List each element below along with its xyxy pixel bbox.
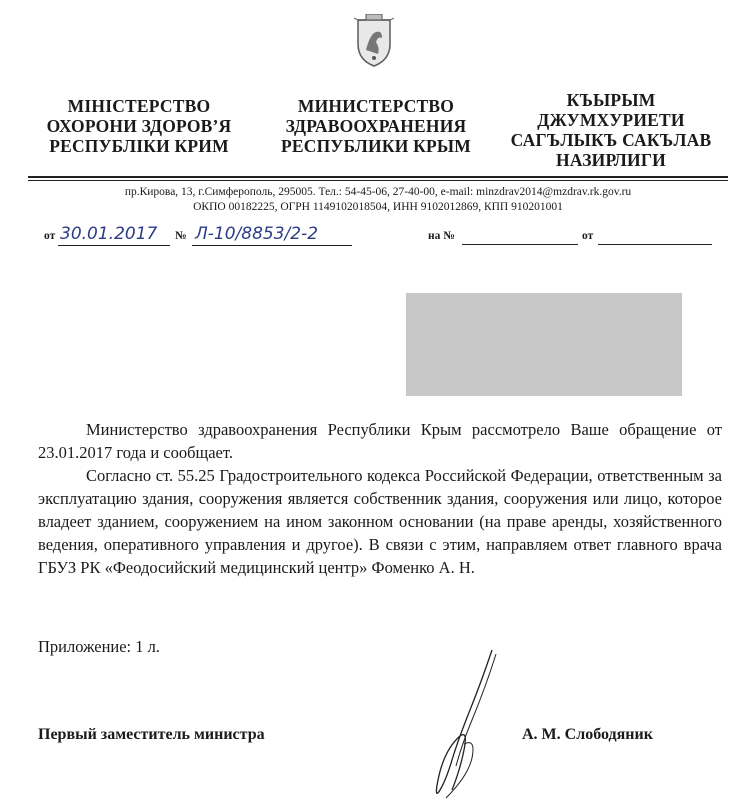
header-line: ОХОРОНИ ЗДОРОВ’Я: [46, 116, 232, 136]
date-underline: [58, 245, 170, 246]
header-line: РЕСПУБЛИКИ КРЫМ: [281, 136, 471, 156]
reply-from-label: от: [582, 230, 594, 242]
contact-address: пр.Кирова, 13, г.Симферополь, 295005. Тел.: 54-45-06, 27-40-00, e-mail: minzdrav2014@mzdrav.rk.gov.ru: [124, 186, 632, 198]
body-paragraph: Согласно ст. 55.25 Градостроительного кодекса Российской Федерации, ответственным за эксплуатацию здания, сооружения является собственник здания, сооружения или лицо, которое владеет зданием, сооружением на ином законном основании (на праве аренды, хозяйственного ведения, оперативного управления и другое). В связи с этим, направляем ответ главного врача ГБУЗ РК «Феодосийский медицинский центр» Фоменко А. Н.: [38, 466, 722, 577]
from-label: от: [44, 230, 56, 242]
outgoing-date: 30.01.2017: [60, 224, 158, 244]
reply-number-blank: [462, 244, 578, 245]
header-line: РЕСПУБЛІКИ КРИМ: [49, 136, 229, 156]
signature-icon: [412, 640, 522, 804]
contact-codes: ОКПО 00182225, ОГРН 1149102018504, ИНН 9102012869, КПП 910201001: [193, 201, 563, 213]
header-divider-thick: [28, 176, 728, 178]
signer-name: А. М. Слободяник: [522, 726, 653, 743]
ministry-name-crimean-tatar: [496, 90, 726, 170]
header-line: МІНІСТЕРСТВО: [67, 96, 211, 116]
attachment-note: Приложение: 1 л.: [38, 637, 161, 656]
reply-number-label: на №: [428, 230, 455, 242]
header-line: САГЪЛЫКЪ САКЪЛАВ: [510, 130, 712, 150]
ministry-name-ukrainian: [28, 96, 250, 156]
header-line: КЪЫРЫМ: [566, 90, 656, 110]
header-line: ДЖУМХУРИЕТИ: [537, 110, 685, 130]
redacted-addressee: [406, 293, 682, 396]
header-line: ЗДРАВООХРАНЕНИЯ: [285, 116, 467, 136]
outgoing-number: Л-10/8853/2-2: [195, 224, 319, 244]
header-divider-thin: [28, 180, 728, 181]
contact-block: [28, 185, 728, 215]
header-line: МИНИСТЕРСТВО: [297, 96, 455, 116]
coat-of-arms-icon: [352, 14, 396, 68]
ministry-name-russian: [266, 96, 486, 156]
reply-date-blank: [598, 244, 712, 245]
number-underline: [192, 245, 352, 246]
signer-title: Первый заместитель министра: [38, 726, 265, 743]
body-paragraph: Министерство здравоохранения Республики Крым рассмотрело Ваше обращение от 23.01.2017 года и сообщает.: [38, 420, 722, 462]
number-label: №: [175, 230, 187, 242]
header-line: НАЗИРЛИГИ: [556, 150, 666, 170]
letter-body: [38, 418, 722, 579]
